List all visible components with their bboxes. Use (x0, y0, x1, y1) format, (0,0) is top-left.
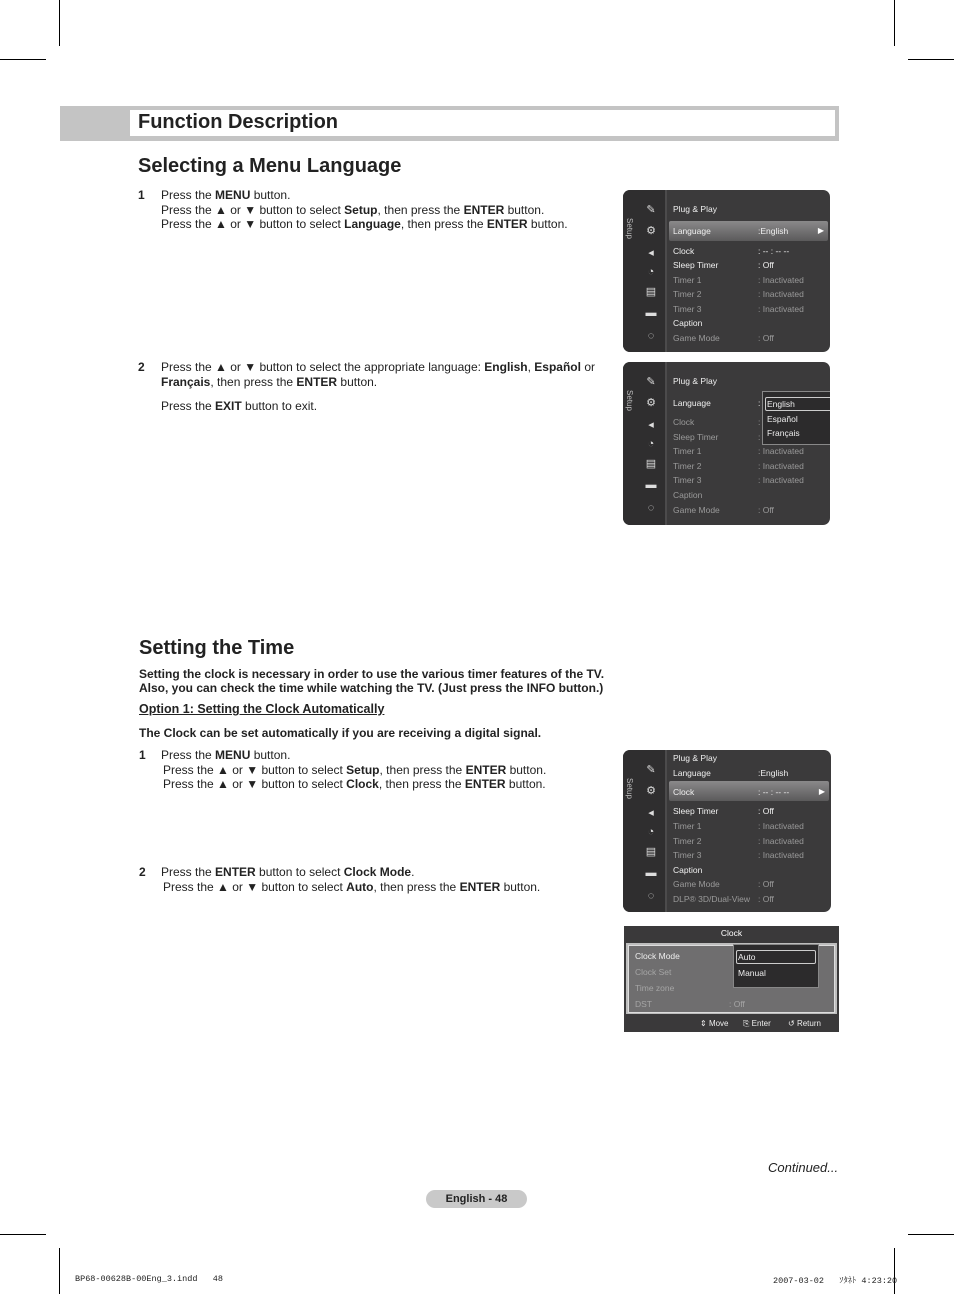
osd-item[interactable]: Sleep Timer (673, 260, 719, 270)
option-title: Option 1: Setting the Clock Automatically (139, 702, 385, 716)
step-line: Français, then press the ENTER button. (161, 375, 378, 389)
step-line: Press the ENTER button to select Clock Mode. (161, 865, 415, 879)
osd-value: :English (758, 226, 789, 236)
option-note: The Clock can be set automatically if you are receiving a digital signal. (139, 726, 542, 740)
section-title-language: Selecting a Menu Language (138, 155, 402, 177)
picture-icon: ✎ (646, 204, 656, 216)
osd-item[interactable]: Timer 3 (673, 850, 702, 860)
osd-value: : Inactivated (758, 850, 804, 860)
crop-mark (908, 59, 954, 60)
language-option[interactable]: English (767, 399, 795, 409)
language-option[interactable]: Français (767, 428, 800, 438)
osd-value: : Inactivated (758, 304, 804, 314)
crop-mark (908, 1234, 954, 1235)
osd-item[interactable]: Timer 2 (673, 289, 702, 299)
step-line: Press the ▲ or ▼ button to select Language, then press the ENTER button. (161, 217, 568, 231)
step-number: 2 (138, 360, 145, 374)
osd-value: : Inactivated (758, 475, 804, 485)
osd-value: : (758, 417, 761, 427)
channel-icon: ◔ (647, 826, 655, 838)
osd-item[interactable]: Clock (673, 417, 695, 427)
input-icon: ▤ (645, 286, 657, 298)
osd-item[interactable]: Caption (673, 490, 703, 500)
osd-item[interactable]: Plug & Play (673, 753, 717, 763)
move-icon: ⇕ (700, 1019, 707, 1028)
arrow-right-icon: ▶ (817, 226, 824, 235)
clock-mode-option[interactable]: Auto (738, 952, 756, 962)
step-line: Press the ▲ or ▼ button to select the appropriate language: English, Español or (161, 360, 595, 374)
step-number: 2 (139, 865, 146, 879)
intro-text: Also, you can check the time while watching the TV. (Just press the INFO button.) (139, 681, 604, 695)
step-line: Press the MENU button. (161, 188, 291, 202)
enter-icon: ⎘ (743, 1019, 750, 1028)
osd-value: : Inactivated (758, 275, 804, 285)
input-icon: ▤ (645, 458, 657, 470)
sound-icon: ◂ (648, 807, 654, 819)
step-number: 1 (139, 748, 146, 762)
header-title: Function Description (138, 111, 338, 133)
clock-dialog-title: Clock (720, 928, 743, 938)
application-icon: ▬ (645, 867, 657, 879)
osd-side-label: Setup (625, 218, 634, 239)
osd-item[interactable]: Game Mode (673, 879, 720, 889)
osd-item[interactable]: Language (673, 226, 711, 236)
return-hint: ↺ Return (788, 1019, 821, 1028)
osd-item[interactable]: Plug & Play (673, 376, 717, 386)
crop-mark (59, 1248, 60, 1294)
setup-gear-icon: ⚙ (646, 397, 656, 409)
sound-icon: ◂ (648, 419, 654, 431)
osd-item[interactable]: Sleep Timer (673, 432, 719, 442)
clock-mode-dropdown[interactable] (733, 944, 819, 988)
step-line: Press the EXIT button to exit. (161, 399, 318, 413)
step-line: Press the ▲ or ▼ button to select Setup, then press the ENTER button. (161, 203, 545, 217)
osd-item[interactable]: Timer 2 (673, 461, 702, 471)
clock-dialog (624, 926, 839, 1032)
step-line: Press the MENU button. (161, 748, 291, 762)
osd-value: :English (758, 768, 789, 778)
osd-item[interactable]: Timer 1 (673, 821, 702, 831)
application-icon: ▬ (645, 307, 657, 319)
continued-label: Continued... (768, 1160, 839, 1175)
step-line: Press the ▲ or ▼ button to select Setup, then press the ENTER button. (163, 763, 547, 777)
osd-item[interactable]: Timer 3 (673, 304, 702, 314)
osd-clock-menu (623, 750, 831, 912)
support-icon: ◌ (647, 890, 655, 902)
osd-value: : Inactivated (758, 461, 804, 471)
intro-text: Setting the clock is necessary in order to use the various timer features of the TV. (139, 667, 605, 681)
language-option[interactable]: Español (767, 414, 798, 424)
osd-item[interactable]: Game Mode (673, 505, 720, 515)
osd-value: : Off (758, 260, 774, 270)
osd-value: : Off (758, 879, 774, 889)
osd-value: : Off (758, 333, 774, 343)
osd-language-menu (623, 362, 830, 525)
osd-item[interactable]: Timer 1 (673, 446, 702, 456)
osd-item[interactable]: Caption (673, 865, 703, 875)
osd-setup-menu (623, 190, 830, 352)
clock-item[interactable]: Clock Set (635, 967, 672, 977)
support-icon: ◌ (647, 330, 655, 342)
osd-value: : (758, 432, 761, 442)
crop-mark (0, 59, 46, 60)
clock-item[interactable]: DST (635, 999, 652, 1009)
osd-item[interactable]: Timer 1 (673, 275, 702, 285)
osd-item[interactable]: Sleep Timer (673, 806, 719, 816)
setup-gear-icon: ⚙ (646, 225, 656, 237)
input-icon: ▤ (645, 846, 657, 858)
channel-icon: ◔ (647, 438, 655, 450)
step-number: 1 (138, 188, 145, 202)
sound-icon: ◂ (648, 247, 654, 259)
osd-item[interactable]: Language (673, 398, 711, 408)
osd-value: : (758, 398, 761, 408)
osd-value: : Off (758, 894, 774, 904)
osd-value: : -- : -- -- (758, 787, 790, 797)
print-file-info: BP68-00628B-00Eng_3.indd 48 (75, 1274, 223, 1284)
section-title-time: Setting the Time (139, 637, 295, 659)
osd-item[interactable]: Caption (673, 318, 703, 328)
move-hint: ⇕ Move (700, 1019, 729, 1028)
print-date-info: 2007-03-02 ｿﾀﾈﾄ 4:23:20 (773, 1276, 898, 1286)
osd-value: : Inactivated (758, 821, 804, 831)
osd-value: : Inactivated (758, 289, 804, 299)
osd-value: : Inactivated (758, 836, 804, 846)
osd-side-label: Setup (625, 778, 634, 799)
support-icon: ◌ (647, 502, 655, 514)
language-dropdown[interactable] (762, 391, 830, 445)
osd-item[interactable]: Plug & Play (673, 204, 717, 214)
crop-mark (894, 1248, 895, 1294)
osd-item[interactable]: Timer 2 (673, 836, 702, 846)
osd-value: : Off (758, 806, 774, 816)
osd-value: : Inactivated (758, 446, 804, 456)
channel-icon: ◔ (647, 266, 655, 278)
crop-mark (59, 0, 60, 46)
osd-value: : -- : -- -- (758, 246, 790, 256)
step-line: Press the ▲ or ▼ button to select Auto, then press the ENTER button. (163, 880, 541, 894)
setup-gear-icon: ⚙ (646, 785, 656, 797)
picture-icon: ✎ (646, 376, 656, 388)
osd-side-label: Setup (625, 390, 634, 411)
arrow-right-icon: ▶ (818, 787, 825, 796)
osd-item[interactable]: Clock (673, 246, 695, 256)
clock-mode-option[interactable]: Manual (738, 968, 766, 978)
return-icon: ↺ (788, 1019, 795, 1028)
clock-item-value: : Off (729, 999, 745, 1009)
osd-item[interactable]: Game Mode (673, 333, 720, 343)
picture-icon: ✎ (646, 764, 656, 776)
osd-item[interactable]: Clock (673, 787, 695, 797)
step-line: Press the ▲ or ▼ button to select Clock, then press the ENTER button. (163, 777, 546, 791)
clock-item[interactable]: Clock Mode (635, 951, 680, 961)
page-number: English - 48 (426, 1190, 527, 1208)
clock-item[interactable]: Time zone (635, 983, 675, 993)
crop-mark (0, 1234, 46, 1235)
osd-item[interactable]: Language (673, 768, 711, 778)
crop-mark (894, 0, 895, 46)
osd-value: : Off (758, 505, 774, 515)
osd-item[interactable]: DLP® 3D/Dual-View (673, 894, 750, 904)
enter-hint: ⎘ Enter (743, 1019, 771, 1028)
application-icon: ▬ (645, 479, 657, 491)
osd-item[interactable]: Timer 3 (673, 475, 702, 485)
